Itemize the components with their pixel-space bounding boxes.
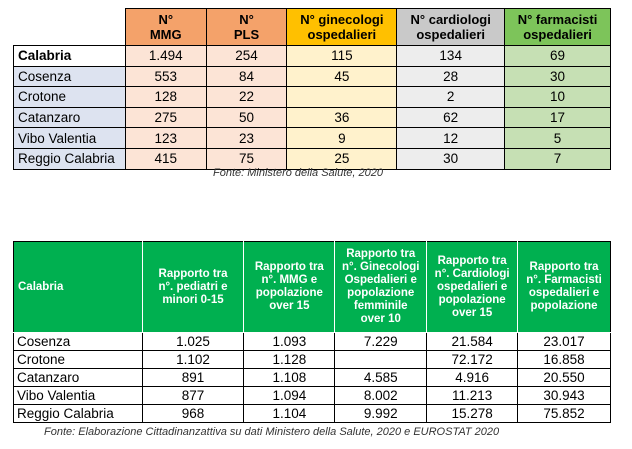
cell-cardiologi: 21.584	[427, 333, 518, 351]
row-label: Crotone	[14, 351, 143, 369]
header-mmg: N° MMG	[125, 9, 206, 46]
header-cardiologi: N° cardiologi ospedalieri	[397, 9, 505, 46]
cell-farmacisti: 69	[505, 46, 611, 67]
cell-ginecologi: 115	[287, 46, 397, 67]
cell-mmg: 415	[125, 148, 206, 169]
cell-mmg: 1.094	[244, 387, 335, 405]
table-row	[14, 87, 611, 108]
header-farmacisti: N° farmacisti ospedalieri	[505, 9, 611, 46]
cell-pls: 84	[206, 66, 287, 87]
cell-ginecologi: 45	[287, 66, 397, 87]
cell-ginecologi: 7.229	[335, 333, 427, 351]
cell-mmg: 123	[125, 128, 206, 149]
table1-source-note: Fonte: Ministero della Salute, 2020	[213, 167, 383, 179]
cell-pediatri: 877	[142, 387, 244, 405]
header-cardiologi-ratio: Rapporto tra n°. Cardiologi ospedalieri e popolazione over 15	[427, 242, 518, 333]
cell-farmacisti: 20.550	[518, 369, 611, 387]
cell-pediatri: 968	[142, 405, 244, 423]
cell-cardiologi: 134	[397, 46, 505, 67]
cell-ginecologi: 25	[287, 148, 397, 169]
row-label: Catanzaro	[14, 107, 126, 128]
cell-ginecologi: 36	[287, 107, 397, 128]
row-label: Cosenza	[14, 333, 143, 351]
table-row	[14, 369, 611, 387]
cell-cardiologi: 30	[397, 148, 505, 169]
row-label: Reggio Calabria	[14, 405, 143, 423]
cell-cardiologi: 28	[397, 66, 505, 87]
header-pediatri-ratio: Rapporto tra n°. pediatri e minori 0-15	[142, 242, 244, 333]
cell-mmg: 1.093	[244, 333, 335, 351]
cell-farmacisti: 17	[505, 107, 611, 128]
cell-pls: 254	[206, 46, 287, 67]
cell-ginecologi	[335, 351, 427, 369]
row-label: Vibo Valentia	[14, 387, 143, 405]
cell-mmg: 553	[125, 66, 206, 87]
cell-ginecologi	[287, 87, 397, 108]
row-label: Calabria	[14, 46, 126, 67]
table-row	[14, 405, 611, 423]
cell-pls: 23	[206, 128, 287, 149]
header-ginecologi-ratio: Rapporto tra n°. Ginecologi Ospedalieri e popolazione femminile over 10	[335, 242, 427, 333]
row-label: Crotone	[14, 87, 126, 108]
cell-ginecologi: 8.002	[335, 387, 427, 405]
cell-pediatri: 891	[142, 369, 244, 387]
header-mmg-ratio: Rapporto tra n°. MMG e popolazione over 15	[244, 242, 335, 333]
cell-farmacisti: 10	[505, 87, 611, 108]
cell-pls: 50	[206, 107, 287, 128]
cell-pls: 22	[206, 87, 287, 108]
row-label: Catanzaro	[14, 369, 143, 387]
cell-cardiologi: 72.172	[427, 351, 518, 369]
table1-corner	[14, 9, 126, 46]
cell-ginecologi: 4.585	[335, 369, 427, 387]
cell-farmacisti: 23.017	[518, 333, 611, 351]
cell-cardiologi: 12	[397, 128, 505, 149]
cell-mmg: 1.104	[244, 405, 335, 423]
cell-mmg: 1.128	[244, 351, 335, 369]
cell-mmg: 275	[125, 107, 206, 128]
row-label: Cosenza	[14, 66, 126, 87]
cell-farmacisti: 30.943	[518, 387, 611, 405]
cell-pediatri: 1.102	[142, 351, 244, 369]
cell-cardiologi: 62	[397, 107, 505, 128]
ratio-table	[13, 241, 611, 423]
cell-ginecologi: 9	[287, 128, 397, 149]
cell-ginecologi: 9.992	[335, 405, 427, 423]
table-row	[14, 148, 611, 169]
header-calabria: Calabria	[14, 242, 143, 333]
cell-farmacisti: 7	[505, 148, 611, 169]
cell-mmg: 1.494	[125, 46, 206, 67]
table-row	[14, 333, 611, 351]
cell-cardiologi: 2	[397, 87, 505, 108]
table-row	[14, 46, 611, 67]
header-pls: N° PLS	[206, 9, 287, 46]
table-row	[14, 107, 611, 128]
cell-farmacisti: 30	[505, 66, 611, 87]
table-row	[14, 128, 611, 149]
cell-farmacisti: 5	[505, 128, 611, 149]
cell-pediatri: 1.025	[142, 333, 244, 351]
header-farmacisti-ratio: Rapporto tra n°. Farmacisti ospedalieri e popolazione	[518, 242, 611, 333]
medical-staff-table	[13, 8, 611, 170]
row-label: Vibo Valentia	[14, 128, 126, 149]
cell-farmacisti: 75.852	[518, 405, 611, 423]
cell-farmacisti: 16.858	[518, 351, 611, 369]
cell-pls: 75	[206, 148, 287, 169]
cell-mmg: 1.108	[244, 369, 335, 387]
cell-cardiologi: 11.213	[427, 387, 518, 405]
header-ginecologi: N° ginecologi ospedalieri	[287, 9, 397, 46]
cell-cardiologi: 4.916	[427, 369, 518, 387]
row-label: Reggio Calabria	[14, 148, 126, 169]
table-row	[14, 387, 611, 405]
cell-mmg: 128	[125, 87, 206, 108]
table-row	[14, 351, 611, 369]
table-row	[14, 66, 611, 87]
table2-source-note: Fonte: Elaborazione Cittadinanzattiva su dati Ministero della Salute, 2020 e EUROSTAT 2020	[44, 426, 500, 438]
cell-cardiologi: 15.278	[427, 405, 518, 423]
